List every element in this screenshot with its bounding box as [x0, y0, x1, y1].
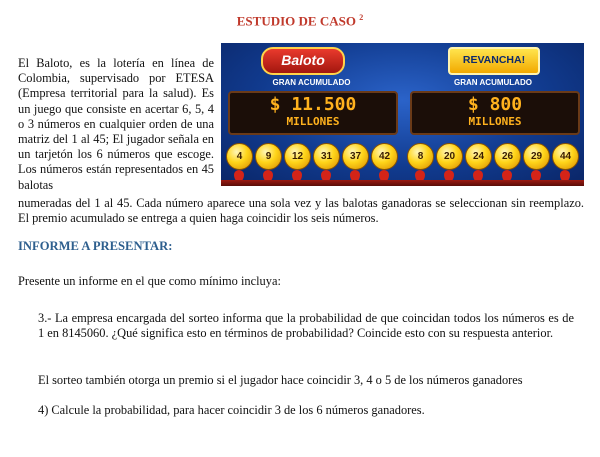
baloto-ball-6: 42: [371, 143, 398, 170]
banner-floor: [221, 180, 584, 186]
case-study-title-text: ESTUDIO DE CASO: [236, 13, 360, 29]
intro-paragraph: El Baloto, es la lotería en línea de Colombia, supervisado por ETESA (Empresa territorial para la salud). Es un juego que consiste en acertar 6, 5, 4 o 3 números en cualquier orden de una matriz del 1 al 45; El jugador señala en un tarjetón los 6 números que escoge. Los números están representados en 45 balotas: [18, 56, 214, 192]
revancha-ball-3: 24: [465, 143, 492, 170]
revancha-jackpot-board: [410, 91, 580, 135]
revancha-panel: [402, 43, 584, 186]
revancha-ball-1: 8: [407, 143, 434, 170]
baloto-ball-1: 4: [226, 143, 253, 170]
revancha-jackpot-amount: $ 800: [467, 94, 523, 115]
revancha-jackpot-label: GRAN ACUMULADO: [454, 78, 532, 87]
revancha-jackpot-unit: MILLONES: [468, 115, 522, 128]
baloto-panel: [221, 43, 402, 186]
baloto-ball-4: 31: [313, 143, 340, 170]
baloto-ball-3: 12: [284, 143, 311, 170]
baloto-logo: Baloto: [261, 47, 345, 75]
baloto-jackpot-banner: [221, 43, 584, 186]
report-instructions: Presente un informe en el que como mínimo incluya:: [18, 274, 281, 288]
title-superscript: 2: [359, 13, 364, 22]
revancha-logo: REVANCHA!: [448, 47, 540, 75]
baloto-jackpot-amount: $ 11.500: [269, 94, 357, 115]
additional-prize-note: El sorteo también otorga un premio si el jugador hace coincidir 3, 4 o 5 de los números ganadores: [38, 373, 523, 387]
baloto-jackpot-board: [228, 91, 398, 135]
question-3: 3.- La empresa encargada del sorteo informa que la probabilidad de que coincidan todos los números es de 1 en 8145060. ¿Qué significa esto en términos de probabilidad? Coincide esto con su respuesta anterior.: [38, 311, 574, 341]
baloto-winning-balls: [223, 143, 401, 171]
case-study-title: [0, 13, 600, 29]
revancha-winning-balls: [404, 143, 582, 171]
revancha-ball-4: 26: [494, 143, 521, 170]
revancha-ball-6: 44: [552, 143, 579, 170]
intro-paragraph-continued: numeradas del 1 al 45. Cada número aparece una sola vez y las balotas ganadoras se seleccionan sin reemplazo. El premio acumulado se entrega a quien haga coincidir los seis números.: [18, 196, 584, 226]
baloto-jackpot-unit: MILLONES: [286, 115, 340, 128]
question-4: 4) Calcule la probabilidad, para hacer coincidir 3 de los 6 números ganadores.: [38, 403, 425, 417]
report-section-title: INFORME A PRESENTAR:: [18, 239, 173, 253]
baloto-ball-2: 9: [255, 143, 282, 170]
baloto-jackpot-label: GRAN ACUMULADO: [272, 78, 351, 87]
revancha-ball-2: 20: [436, 143, 463, 170]
baloto-ball-5: 37: [342, 143, 369, 170]
revancha-ball-5: 29: [523, 143, 550, 170]
